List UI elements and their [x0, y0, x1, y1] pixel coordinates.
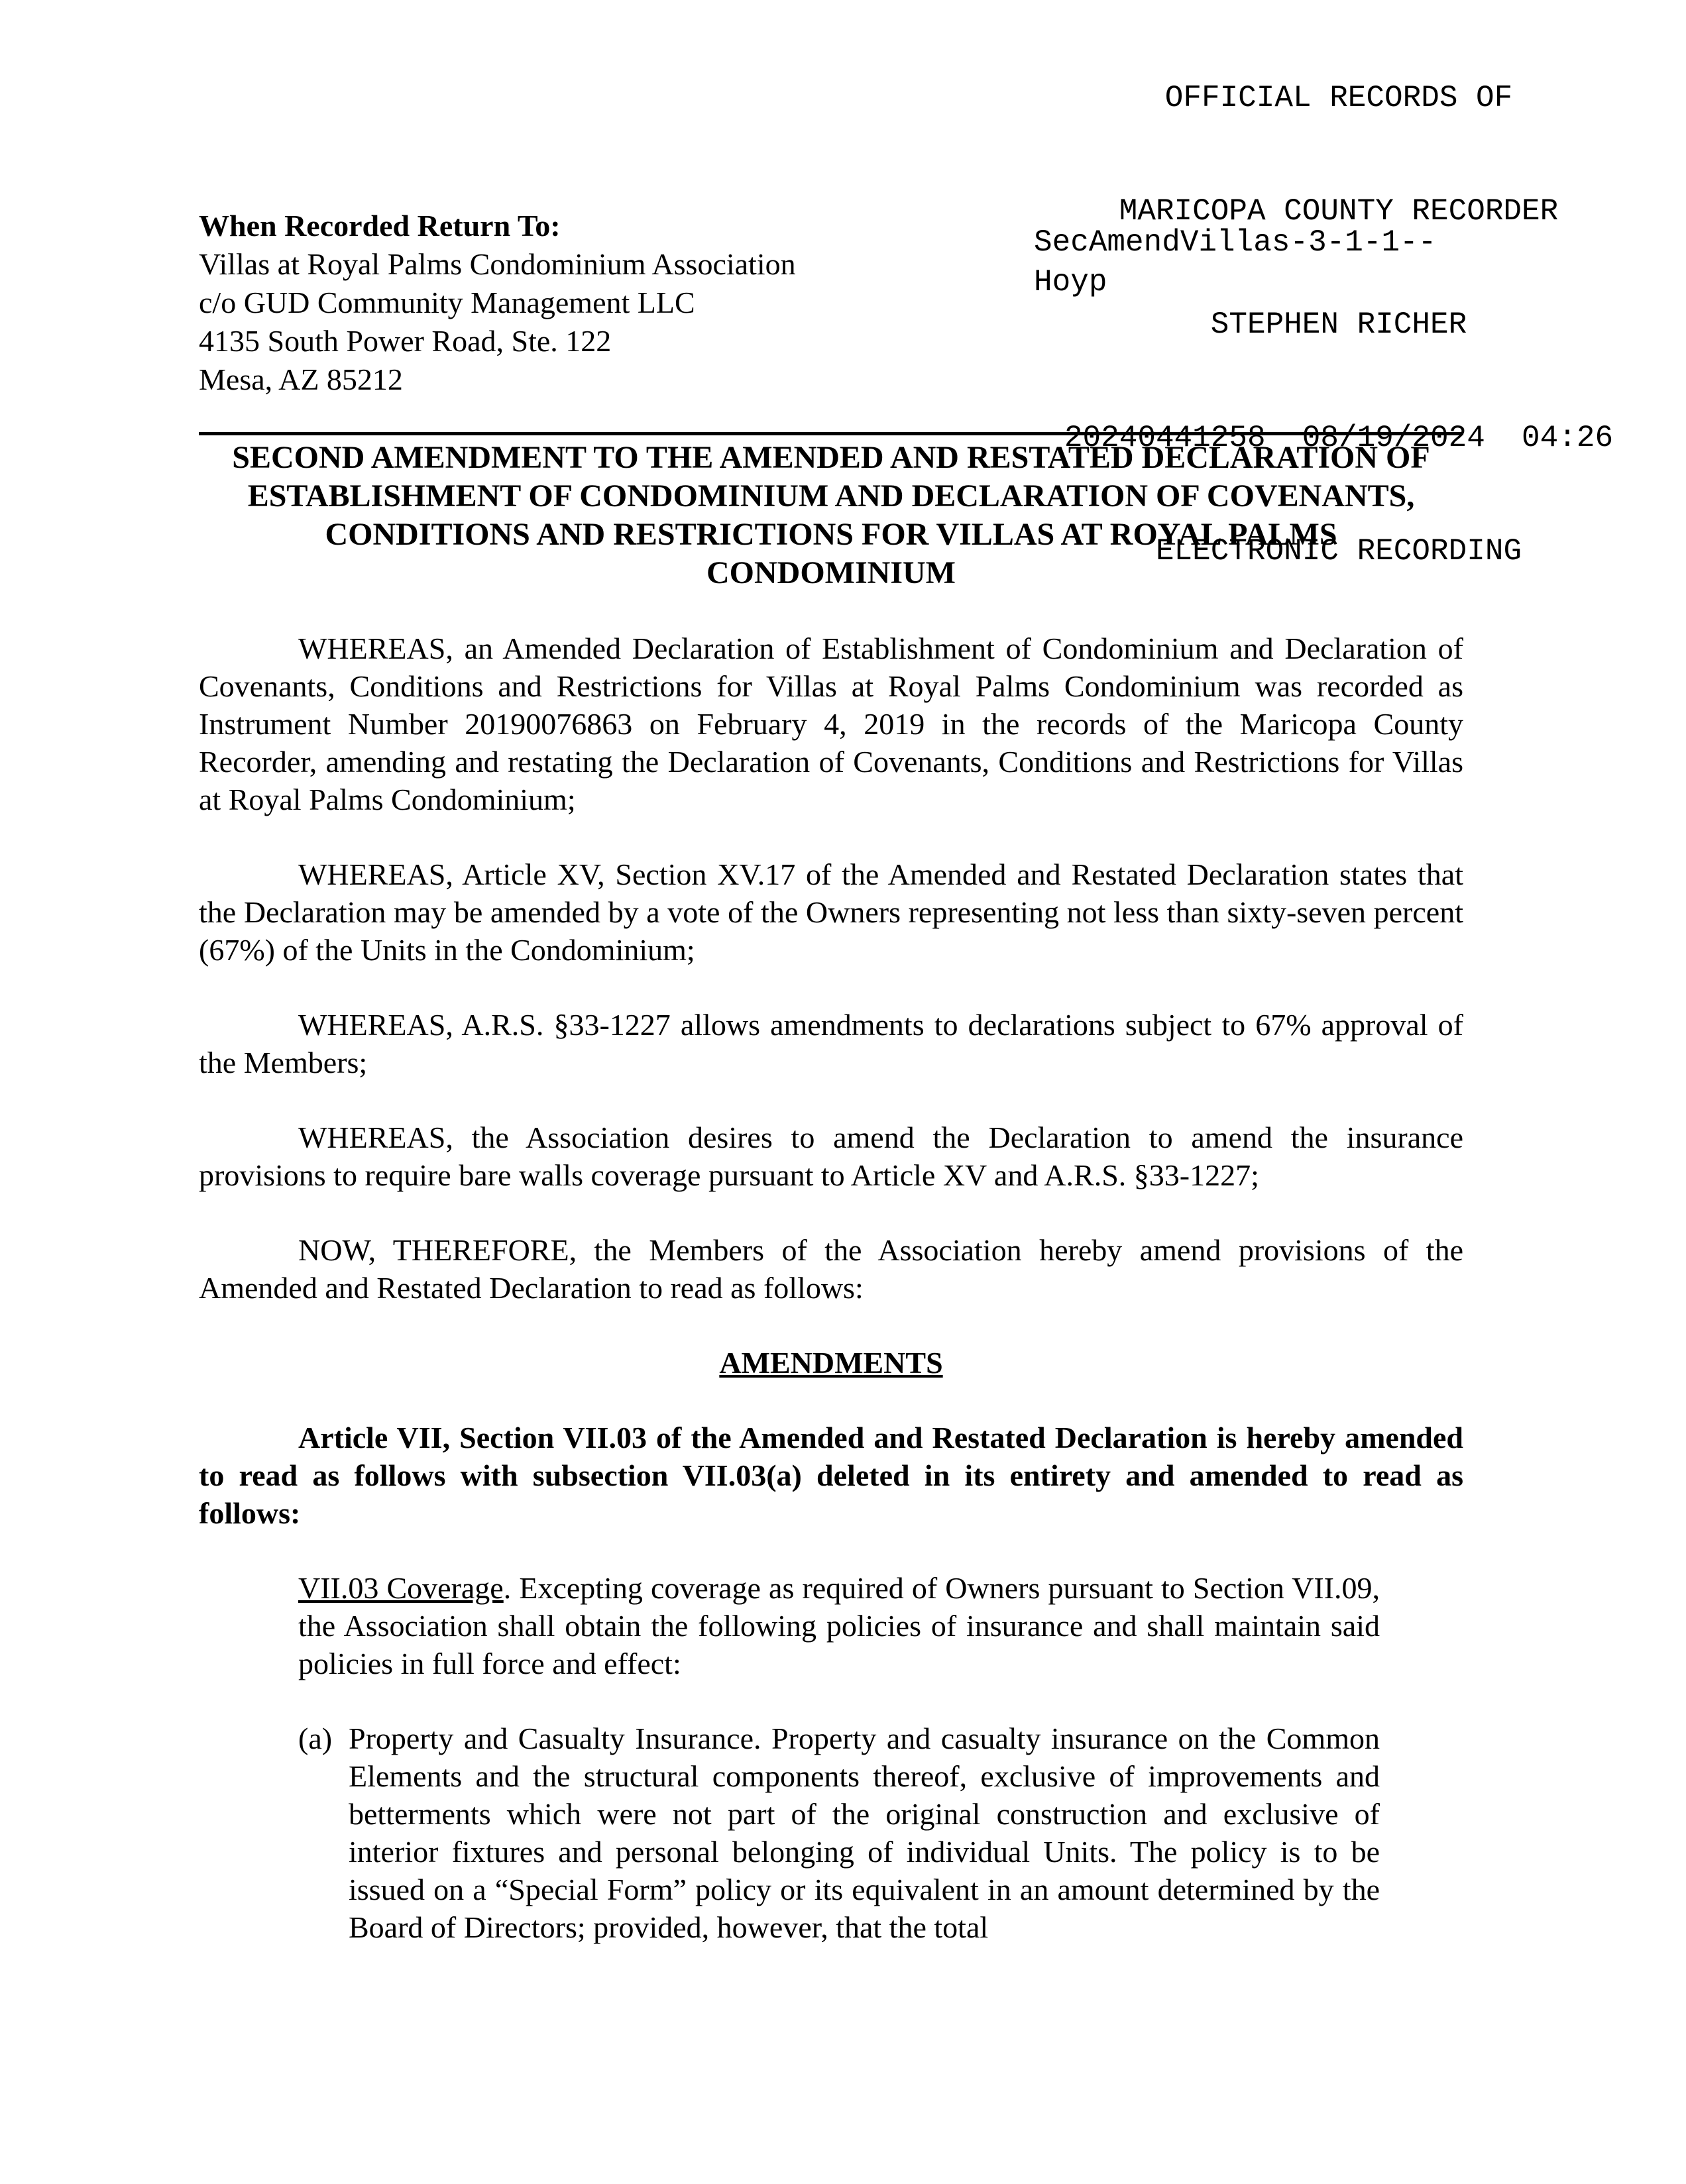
coverage-text: . Excepting coverage as required of Owners pursuant to Section VII.09, the Association shall obtain the following policies of insurance and shall maintain said policies in full force and effect:: [298, 1571, 1380, 1680]
recorder-line: MARICOPA COUNTY RECORDER: [1119, 194, 1559, 229]
document-code: [1034, 223, 1436, 302]
recital-paragraph: WHEREAS, Article XV, Section XV.17 of the Amended and Restated Declaration states that the Declaration may be amended by a vote of the Owners representing not less than sixty-seven percent (67%) of the Units in the Condominium;: [199, 857, 1463, 967]
document-code-line: SecAmendVillas-3-1-1--: [1034, 225, 1437, 260]
recorder-line: OFFICIAL RECORDS OF: [1164, 81, 1513, 115]
recital-paragraph: WHEREAS, the Association desires to amend the Declaration to amend the insurance provisions to require bare walls coverage pursuant to Article XV and A.R.S. §33-1227;: [199, 1120, 1463, 1192]
return-to-name: Villas at Royal Palms Condominium Association: [199, 247, 796, 281]
return-to-care-of: c/o GUD Community Management LLC: [199, 286, 695, 319]
document-title: SECOND AMENDMENT TO THE AMENDED AND RESTATED DECLARATION OF ESTABLISHMENT OF CONDOMINIUM AND DECLARATION OF COVENANTS, CONDITIONS AND RESTRICTIONS FOR VILLAS AT ROYAL PALMS CONDOMINIUM: [232, 440, 1430, 590]
recording-number-date-time: 20240441258 08/19/2024 04:26: [1064, 421, 1614, 455]
recital-paragraph: WHEREAS, an Amended Declaration of Establishment of Condominium and Declaration of Covenants, Conditions and Restrictions for Villas at Royal Palms Condominium was recorded as Instrument Number 20190076863 on February 4, 2019 in the records of the Maricopa County Recorder, amending and restating the Declaration of Covenants, Conditions and Restrictions for Villas at Royal Palms Condominium;: [199, 631, 1463, 816]
coverage-label: VII.03 Coverage: [298, 1571, 504, 1605]
title-divider: [199, 432, 1463, 435]
amendment-intro: Article VII, Section VII.03 of the Amended and Restated Declaration is hereby amended to read as follows with subsection VII.03(a) deleted in its entirety and amended to read as follows:: [199, 1421, 1463, 1530]
list-marker: (a): [298, 1721, 333, 1755]
amendments-heading: AMENDMENTS: [719, 1346, 943, 1380]
resolution-paragraph: NOW, THEREFORE, the Members of the Association hereby amend provisions of the Amended and Restated Declaration to read as follows:: [199, 1233, 1463, 1305]
return-to-city: Mesa, AZ 85212: [199, 362, 403, 396]
return-to-heading: When Recorded Return To:: [199, 209, 561, 243]
document-code-line: Hoyp: [1034, 265, 1107, 300]
list-item-text: Property and Casualty Insurance. Property and casualty insurance on the Common Elements and the structural components thereof, exclusive of improvements and betterments which were not part of the original construction and exclusive of interior fixtures and personal belonging of individual Units. The policy is to be issued on a “Special Form” policy or its equivalent in an amount determined by the Board of Directors; provided, however, that the total: [349, 1721, 1380, 1944]
document-body: [199, 629, 1463, 1946]
recording-type: ELECTRONIC RECORDING: [1155, 534, 1522, 569]
return-to-street: 4135 South Power Road, Ste. 122: [199, 324, 612, 358]
return-to-block: [199, 207, 994, 399]
recorder-name: STEPHEN RICHER: [1210, 307, 1467, 342]
list-item: [298, 1720, 1380, 1946]
recital-paragraph: WHEREAS, A.R.S. §33-1227 allows amendments to declarations subject to 67% approval of the Members;: [199, 1008, 1463, 1079]
coverage-section: [298, 1569, 1380, 1682]
